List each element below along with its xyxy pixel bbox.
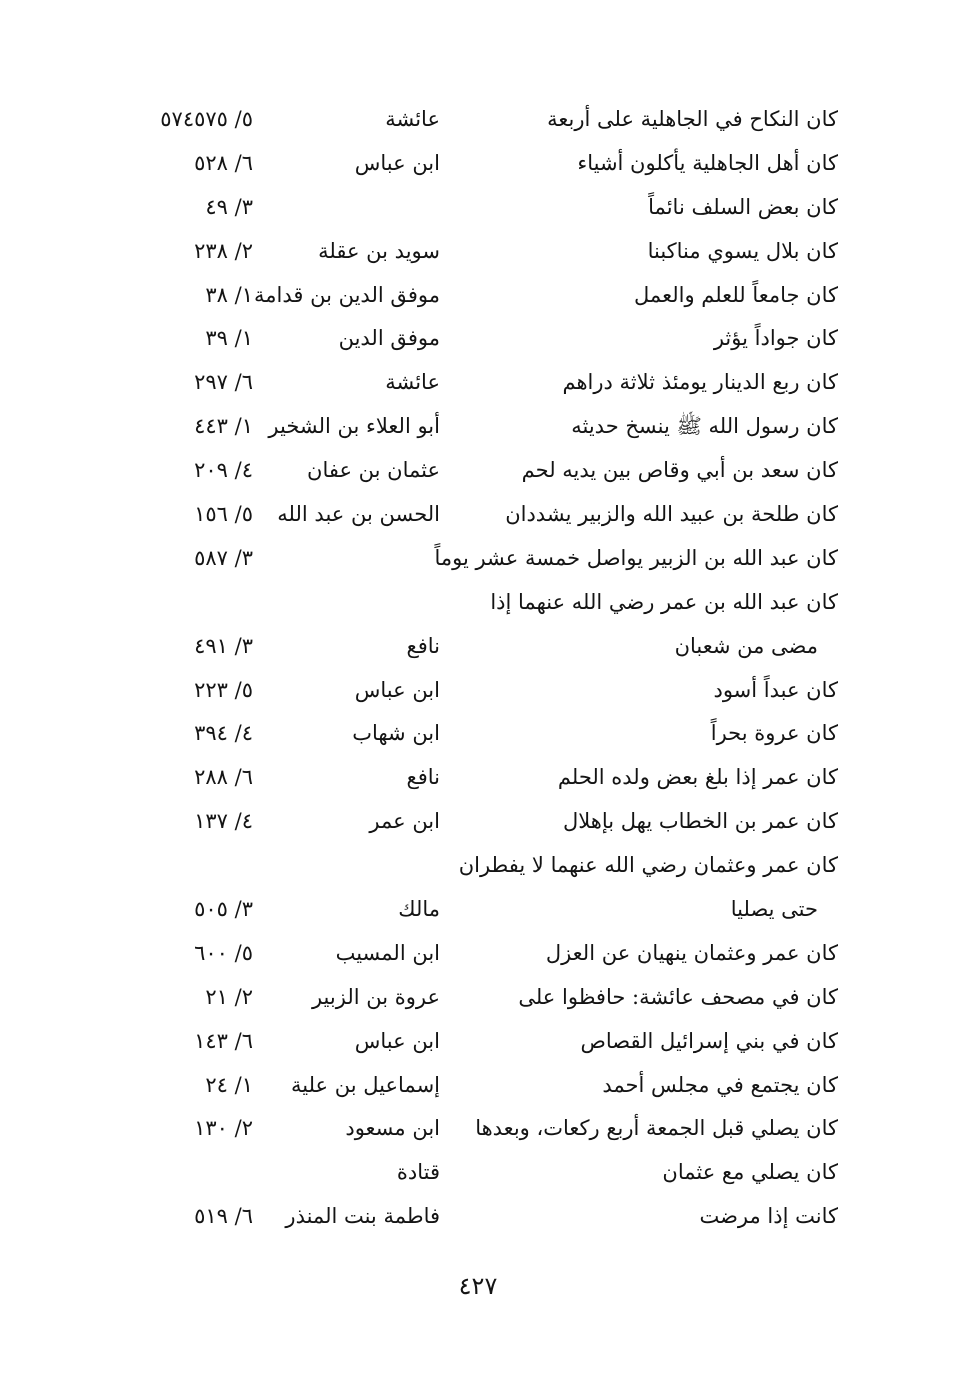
entry-text: كان يصلي مع عثمان [662,1160,838,1185]
entry-narrator: عائشة [385,107,440,131]
entry-text: كان عبد الله بن عمر رضي الله عنهما إذا [490,589,838,614]
entry-narrator: عثمان بن عفان [307,458,440,483]
entry-narrator: نافع [406,633,440,658]
entry-text: كان أهل الجاهلية يأكلون أشياء [577,150,838,175]
entry-narrator: عروة بن الزبير [311,984,440,1009]
index-entry [0,756,956,800]
entry-text: كان يصلي قبل الجمعة أربع ركعات، وبعدها [475,1116,838,1141]
index-entry [0,186,956,230]
entry-text: كان عمر وعثمان ينهيان عن العزل [545,940,838,965]
entry-narrator: ابن شهاب [352,721,440,746]
index-entry [0,1064,956,1108]
entry-narrator: موفق الدين [338,326,440,351]
entry-reference: ٦/ ٢٨٨ [194,765,253,790]
entry-reference: ١/ ٤٤٣ [194,414,253,439]
entry-text: كان جواداً يؤثر [713,326,838,351]
entry-reference: ١/ ٣٨ [205,282,253,307]
entry-text: كان النكاح في الجاهلية على أربعة [547,107,838,131]
entry-reference: ٦/ ١٤٣ [194,1028,253,1053]
entry-reference: ٤/ ٣٩٤ [194,721,253,746]
entry-text: كانت إذا مرضت [699,1204,838,1229]
entry-narrator: ابن عباس [354,150,440,175]
entry-text: كان بعض السلف نائماً [648,194,838,219]
entry-narrator: إسماعيل بن علية [291,1072,440,1097]
entry-text: حتى يصليا [730,897,818,922]
entry-reference: ٤/ ١٣٧ [194,809,253,834]
index-entry [0,98,956,142]
entry-reference: ٦/ ٥١٩ [194,1204,253,1229]
entry-text: كان في بني إسرائيل القصاص [580,1028,838,1053]
entry-text: كان سعد بن أبي وقاص بين يديه لحم [521,458,838,483]
entry-reference: ٦/ ٥٢٨ [194,150,253,175]
index-entry [0,844,956,888]
entry-narrator: مالك [398,897,440,922]
entry-narrator: عائشة [385,370,440,395]
index-entry [0,1195,956,1239]
index-entry [0,712,956,756]
entry-narrator: فاطمة بنت المنذر [285,1204,440,1229]
entry-reference: ٥/ ٦٠٠ [194,940,253,965]
index-entry [0,888,956,932]
entry-text: كان في مصحف عائشة: حافظوا على [518,984,838,1009]
index-entry [0,405,956,449]
entry-reference: ٥/ ٥٧٤٥٧٥ [160,107,253,131]
index-entry [0,230,956,274]
index-entry [0,493,956,537]
index-entry [0,317,956,361]
index-entry [0,1107,956,1151]
index-entry [0,142,956,186]
entry-text: كان يجتمع في مجلس أحمد [602,1072,838,1097]
entry-text: كان عمر وعثمان رضي الله عنهما لا يفطران [458,853,838,878]
entry-text: كان ربع الدينار يومئذ ثلاثة دراهم [562,370,838,395]
index-entry [0,274,956,318]
entry-reference: ٥/ ١٥٦ [194,502,253,527]
entry-text: كان عمر إذا بلغ بعض ولده الحلم [557,765,838,790]
entry-reference: ٦/ ٢٩٧ [194,370,253,395]
entry-reference: ١/ ٢٤ [205,1072,253,1097]
entry-narrator: موفق الدين بن قدامة [254,282,440,307]
entry-reference: ١/ ٣٩ [205,326,253,351]
page-number: ٤٢٧ [458,1272,498,1300]
entry-text: كان عبد الله بن الزبير يواصل خمسة عشر يوماً [434,545,838,570]
entry-narrator: الحسن بن عبد الله [277,502,440,527]
entry-narrator: نافع [406,765,440,790]
entry-text: كان بلال يسوي مناكبنا [647,238,838,263]
entry-text: كان عبداً أسود [713,677,838,702]
index-entry [0,932,956,976]
entry-reference: ٢/ ٢٣٨ [194,238,253,263]
entry-text: كان عروة بحراً [710,721,838,746]
index-entry [0,581,956,625]
entry-text: مضى من شعبان [674,633,818,658]
entry-narrator: ابن عباس [354,1028,440,1053]
entry-reference: ٤/ ٢٠٩ [194,458,253,483]
index-entry [0,625,956,669]
entry-reference: ٣/ ٥٠٥ [194,897,253,922]
index-list [0,98,956,1239]
entry-reference: ٣/ ٤٩١ [194,633,253,658]
entry-narrator: ابن مسعود [345,1116,440,1141]
entry-reference: ٥/ ٢٢٣ [194,677,253,702]
index-entry [0,669,956,713]
entry-text: كان عمر بن الخطاب يهل بإهلال [563,809,838,834]
entry-reference: ٣/ ٥٨٧ [194,545,253,570]
entry-narrator: ابن عمر [369,809,440,834]
index-entry [0,976,956,1020]
entry-reference: ٣/ ٤٩ [205,194,253,219]
index-entry [0,361,956,405]
index-entry [0,800,956,844]
index-entry [0,537,956,581]
entry-narrator: قتادة [396,1160,440,1185]
entry-reference: ٢/ ١٣٠ [194,1116,253,1141]
entry-narrator: سويد بن عقلة [318,238,440,263]
index-entry [0,1020,956,1064]
entry-text: كان رسول الله ﷺ ينسخ حديثه [571,414,838,439]
entry-narrator: أبو العلاء بن الشخير [268,414,440,439]
entry-narrator: ابن المسيب [335,940,440,965]
index-entry [0,1151,956,1195]
index-entry [0,449,956,493]
entry-narrator: ابن عباس [354,677,440,702]
entry-text: كان جامعاً للعلم والعمل [634,282,838,307]
entry-text: كان طلحة بن عبيد الله والزبير يشددان [505,502,838,527]
entry-reference: ٢/ ٢١ [205,984,253,1009]
